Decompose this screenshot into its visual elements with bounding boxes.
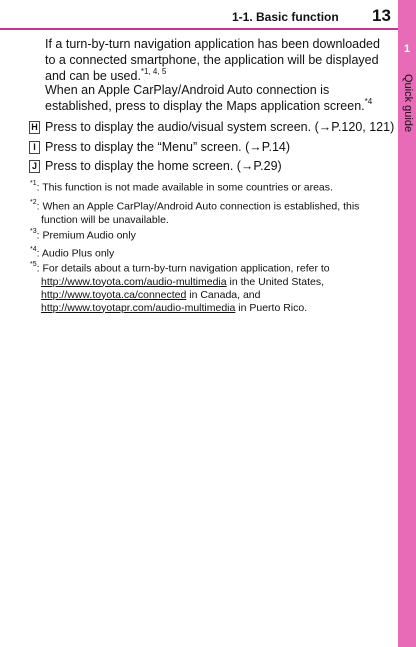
- chapter-number: 1: [403, 43, 411, 55]
- carplay-text: When an Apple CarPlay/Android Auto connection is established, press to display the Maps application screen.: [45, 83, 365, 114]
- footnote-5-after-1: in the United States,: [226, 275, 325, 288]
- key-i-text: Press to display the “Menu” screen. (→P.14): [45, 139, 291, 154]
- key-i-icon: I: [29, 141, 40, 154]
- footnote-4-mark: *4: [30, 246, 37, 253]
- footnote-4-text: : Audio Plus only: [36, 247, 115, 260]
- footnote-5-mark: *5: [30, 261, 37, 268]
- footnote-1: [30, 178, 380, 195]
- footnote-1-text: : This function is not made available in some countries or areas.: [36, 181, 333, 194]
- carplay-footnote-ref: *4: [364, 97, 373, 107]
- footnote-2-text-cont: function will be unavailable.: [41, 213, 169, 226]
- key-item-h: [29, 119, 394, 135]
- nav-app-paragraph: [45, 36, 387, 85]
- toyota-pr-link[interactable]: http://www.toyotapr.com/audio-multimedia: [41, 301, 236, 314]
- chapter-side-tab: [398, 0, 416, 647]
- key-h-text: Press to display the audio/visual system screen. (→P.120, 121): [45, 119, 395, 134]
- footnote-3-text: : Premium Audio only: [36, 229, 136, 242]
- footnote-2-text: : When an Apple CarPlay/Android Auto connection is established, this: [36, 200, 360, 213]
- footnote-1-mark: *1: [30, 180, 37, 187]
- nav-app-text: If a turn-by-turn navigation application has been downloaded to a connected smartphone, the application will be displayed and can be used.: [45, 37, 380, 84]
- page-number: 13: [372, 6, 391, 25]
- footnote-3-mark: *3: [30, 228, 37, 235]
- footnote-5: [30, 259, 380, 315]
- section-title: 1-1. Basic function: [232, 10, 339, 24]
- toyota-us-link[interactable]: http://www.toyota.com/audio-multimedia: [41, 275, 227, 288]
- key-j-text: Press to display the home screen. (→P.29): [45, 158, 282, 173]
- footnote-3: [30, 226, 380, 243]
- toyota-ca-link[interactable]: http://www.toyota.ca/connected: [41, 288, 187, 301]
- footnote-5-after-2: in Canada, and: [186, 288, 261, 301]
- footnote-2-mark: *2: [30, 199, 37, 206]
- carplay-paragraph: [45, 82, 387, 114]
- footnote-2: [30, 197, 380, 227]
- footnote-5-text: : For details about a turn-by-turn navigation application, refer to: [36, 262, 330, 275]
- key-item-j: [29, 158, 282, 174]
- key-j-icon: J: [29, 160, 40, 173]
- chapter-label: Quick guide: [402, 74, 414, 133]
- key-item-i: [29, 139, 290, 155]
- footnote-5-after-3: in Puerto Rico.: [235, 301, 308, 314]
- key-h-icon: H: [29, 121, 40, 134]
- nav-app-footnote-ref: *1, 4, 5: [140, 67, 167, 77]
